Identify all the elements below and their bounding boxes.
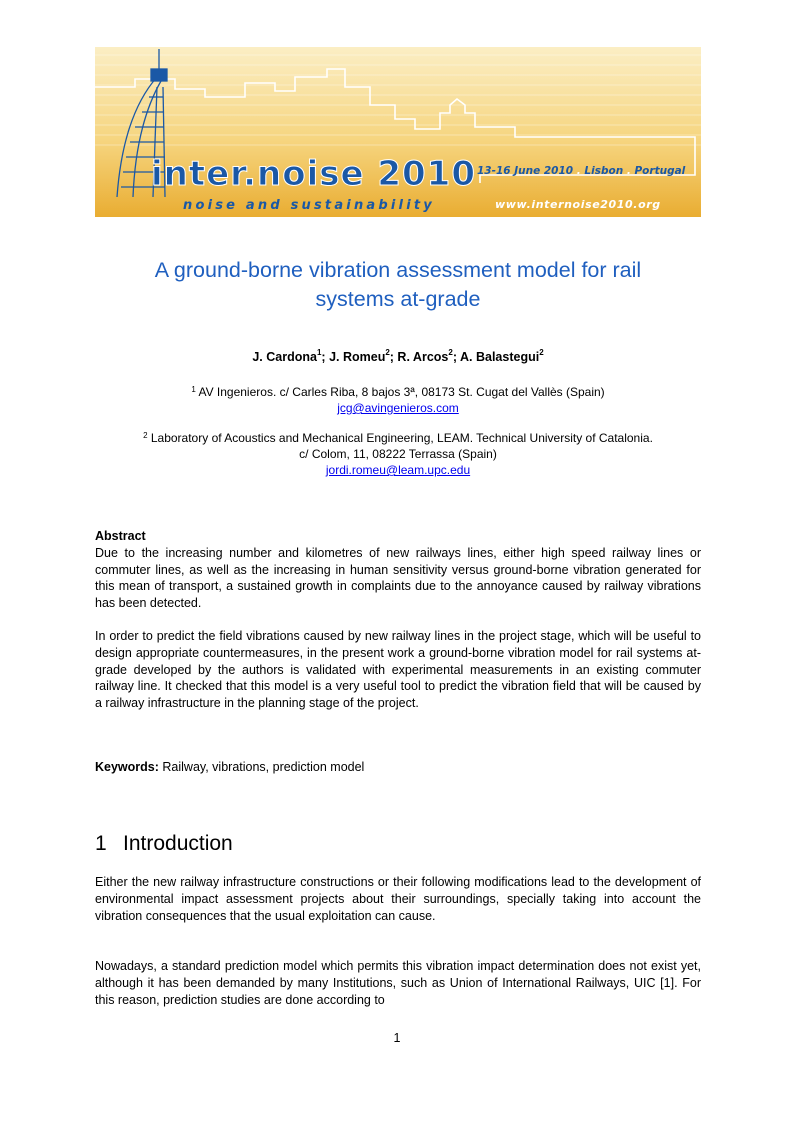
banner-country: Portugal: [634, 165, 686, 177]
author-affiliation-mark: 2: [385, 348, 390, 357]
intro-paragraph-1: Either the new railway infrastructure constructions or their following modifications lead to the development of environmental impact assessment projects about their surroundings, specially taking into account the vibration consequences that the usual exploitation can cause.: [95, 875, 701, 923]
affiliation-address: c/ Colom, 11, 08222 Terrassa (Spain): [299, 447, 497, 461]
author-affiliation-mark: 2: [448, 348, 453, 357]
affiliation-number: 1: [191, 385, 196, 394]
author-affiliation-mark: 2: [539, 348, 544, 357]
keywords: [95, 759, 701, 776]
author-name: A. Balastegui: [460, 350, 540, 364]
keywords-label: Keywords:: [95, 760, 159, 774]
affiliation-email-link[interactable]: jcg@avingenieros.com: [337, 401, 459, 415]
paper-title: [95, 256, 701, 314]
conference-banner: [95, 47, 701, 217]
banner-city: Lisbon: [584, 165, 624, 177]
affiliation-text: Laboratory of Acoustics and Mechanical Engineering, LEAM. Technical University of Catalonia.: [150, 431, 653, 445]
section-number: 1: [95, 832, 107, 855]
title-line-1: A ground-borne vibration assessment model for rail: [154, 258, 642, 282]
keywords-list: Railway, vibrations, prediction model: [162, 760, 365, 774]
banner-dates: 13-16 June 2010: [477, 165, 574, 177]
affiliation-2: [95, 430, 701, 478]
intro-paragraph-2: Nowadays, a standard prediction model which permits this vibration impact determination does not exist yet, although it has been demanded by many Institutions, such as Union of International Railways, UIC [1]. For this reason, prediction studies are done according to: [95, 959, 701, 1007]
abstract-heading: Abstract: [95, 529, 146, 543]
banner-url: www.internoise2010.org: [495, 198, 661, 211]
author-affiliation-mark: 1: [316, 348, 322, 357]
author-separator: ;: [321, 350, 330, 364]
banner-logo: inter.noise 2010: [151, 154, 476, 194]
abstract: [95, 528, 701, 612]
page-number: 1: [393, 1031, 401, 1045]
banner-dates-line: 13-16 June 2010 . Lisbon . Portugal: [477, 165, 686, 177]
title-line-2: systems at-grade: [315, 287, 481, 311]
author-list: [95, 350, 701, 364]
affiliation-email-link[interactable]: jordi.romeu@leam.upc.edu: [325, 463, 471, 477]
author-name: J. Cardona: [252, 350, 317, 364]
abstract-paragraph-2: In order to predict the field vibrations caused by new railway lines in the project stage, which will be useful to design appropriate countermeasures, in the present work a ground-borne vibration model for rail systems at-grade developed by the authors is validated with experimental measurements in an existing commuter railway line. It checked that this model is a very useful tool to predict the vibration field that will be caused by a railway infrastructure in the planning stage of the project.: [95, 629, 701, 711]
author-name: R. Arcos: [397, 350, 449, 364]
abstract-paragraph-1: Due to the increasing number and kilometres of new railways lines, either high speed railway lines or commuter lines, as well as the increasing in human sensitivity versus ground-borne vibration generated for this mean of transport, a sustained growth in complaints due to the annoyance caused by railway vibrations has been detected.: [95, 545, 701, 611]
author-separator: ;: [452, 350, 460, 364]
affiliation-1: [95, 384, 701, 416]
affiliation-number: 2: [143, 431, 148, 440]
section-heading: [95, 832, 233, 856]
affiliation-text: AV Ingenieros. c/ Carles Riba, 8 bajos 3ª, 08173 St. Cugat del Vallès (Spain): [198, 385, 605, 399]
banner-graphic: [95, 47, 701, 217]
author-name: J. Romeu: [329, 350, 386, 364]
author-separator: ;: [389, 350, 398, 364]
banner-tagline: noise and sustainability: [183, 198, 435, 213]
section-title: Introduction: [123, 832, 233, 855]
